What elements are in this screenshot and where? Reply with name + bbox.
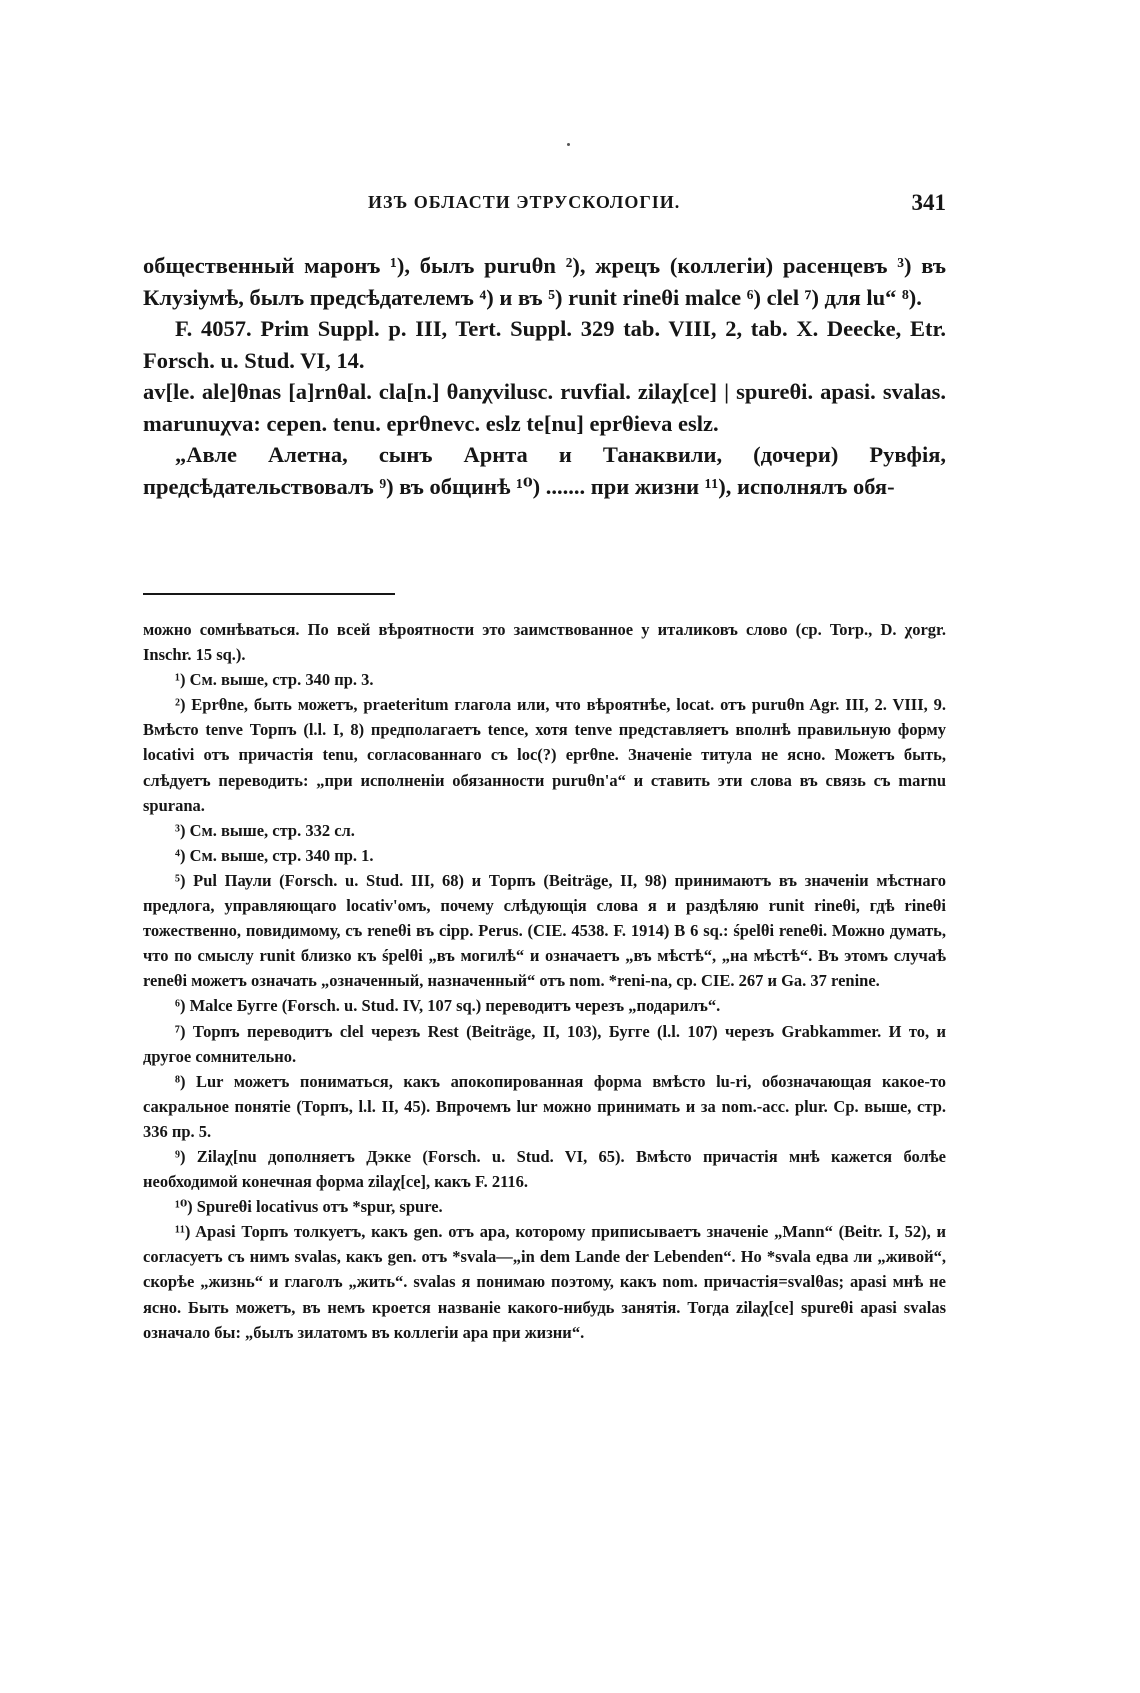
- footnote: ⁷) Торпъ переводитъ clel черезъ Rest (Beiträge, II, 103), Бугге (l.l. 107) черезъ Grabkammer. И то, и другое сомнительно.: [143, 1021, 946, 1066]
- footnote-rule: [143, 593, 395, 595]
- footnote: ¹) См. выше, стр. 340 пр. 3.: [175, 670, 374, 690]
- footnote: ³) См. выше, стр. 332 сл.: [175, 820, 355, 840]
- footnote: ²) Eprθne, быть можетъ, praeteritum глагола или, что вѣроятнѣе, locat. отъ puruθn Agr. III, 2. VIII, 9. Вмѣсто tenve Торпъ (l.l. I, 8) предполагаетъ tence, хотя tenve представляетъ вполнѣ правильную форму locativi отъ причастія tenu, согласованнаго съ loc(?) eprθne. Значеніе титула не ясно. Можетъ быть, слѣдуетъ переводить: „при исполненіи обязанности puruθn'a“ и ставить эти слова въ связь съ marnu spurana.: [143, 695, 946, 815]
- footnotes: [143, 617, 946, 1345]
- footnote-continuation: можно сомнѣваться. По всей вѣроятности это заимствованное у италиковъ слово (ср. Torp., D. χorgr. Inschr. 15 sq.).: [143, 620, 946, 665]
- paragraph: общественный маронъ ¹), былъ puruθn ²), жрецъ (коллегіи) расенцевъ ³) въ Клузіумѣ, былъ предсѣдателемъ ⁴) и въ ⁵) runit rineθi malce ⁶) clel ⁷) для lu“ ⁸).: [143, 253, 946, 310]
- main-text: [143, 250, 946, 502]
- footnote: ⁵) Pul Паули (Forsch. u. Stud. III, 68) и Торпъ (Beiträge, II, 98) принимаютъ въ значеніи мѣстнаго предлога, управляющаго locativ'омъ, почему слѣдующія слова я и раздѣляю runit rineθi, гдѣ rineθi тожественно, повидимому, съ reneθi въ cipp. Perus. (CIE. 4538. F. 1914) B 6 sq.: śpelθi reneθi. Можно думать, что по смыслу runit близко къ śpelθi „въ могилѣ“ и означаетъ „въ мѣстѣ“, „на мѣстѣ“. Въ этомъ случаѣ reneθi можетъ означать „означенный, назначенный“ отъ nom. *reni-na, ср. CIE. 267 и Ga. 37 renine.: [143, 870, 946, 991]
- footnote: ¹⁰) Spureθi locativus отъ *spur, spure.: [175, 1197, 443, 1217]
- inscription-text: av[le. ale]θnas [a]rnθal. cla[n.] θanχvilusc. ruvfial. zilaχ[ce] | spureθi. apasi. svalas. marunuχva: cepen. tenu. eprθnevc. eslz te[nu] eprθieva eslz.: [143, 379, 946, 436]
- print-speck: [567, 143, 570, 146]
- footnote: ⁴) См. выше, стр. 340 пр. 1.: [175, 845, 374, 865]
- footnote: ⁸) Lur можетъ пониматься, какъ апокопированная форма вмѣсто lu-ri, обозначающая какое-то сакральное понятіе (Торпъ, l.l. II, 45). Впрочемъ lur можно принимать и за nom.-acc. plur. Ср. выше, стр. 336 пр. 5.: [143, 1071, 946, 1141]
- footnote: ⁹) Zilaχ[nu дополняетъ Дэккe (Forsch. u. Stud. VI, 65). Вмѣсто причастія мнѣ кажется болѣе необходимой конечная форма zilaχ[ce], какъ F. 2116.: [143, 1146, 946, 1192]
- paragraph: F. 4057. Prim Suppl. p. III, Tert. Suppl. 329 tab. VIII, 2, tab. X. Deecke, Etr. Forsch. u. Stud. VI, 14.: [143, 316, 946, 373]
- running-title: ИЗЪ ОБЛАСТИ ЭТРУСКОЛОГІИ.: [368, 192, 681, 212]
- running-head: [143, 190, 946, 220]
- footnote: ¹¹) Apasi Торпъ толкуетъ, какъ gen. отъ apa, которому приписываетъ значеніе „Mann“ (Beitr. I, 52), и согласуетъ съ нимъ svalas, какъ gen. отъ *svala—„in dem Lande der Lebenden“. Но *svala едва ли „живой“, скорѣе „жизнь“ и глаголъ „жить“. svalas я понимаю поэтому, какъ nom. причастія=svalθas; apasi мнѣ не ясно. Быть можетъ, въ немъ кроется названіе какого-нибудь занятія. Тогда zilaχ[ce] spureθi apasi svalas означало бы: „былъ зилатомъ въ коллегіи apa при жизни“.: [143, 1222, 946, 1342]
- page-number: 341: [911, 190, 946, 215]
- footnote: ⁶) Malce Бугге (Forsch. u. Stud. IV, 107 sq.) переводитъ черезъ „подарилъ“.: [175, 996, 721, 1016]
- translation-text: „Авле Алетна, сынъ Арнта и Танаквили, (дочери) Рувфія, предсѣдательствовалъ ⁹) въ общинѣ ¹⁰) ....... при жизни ¹¹), исполнялъ обя-: [143, 442, 946, 499]
